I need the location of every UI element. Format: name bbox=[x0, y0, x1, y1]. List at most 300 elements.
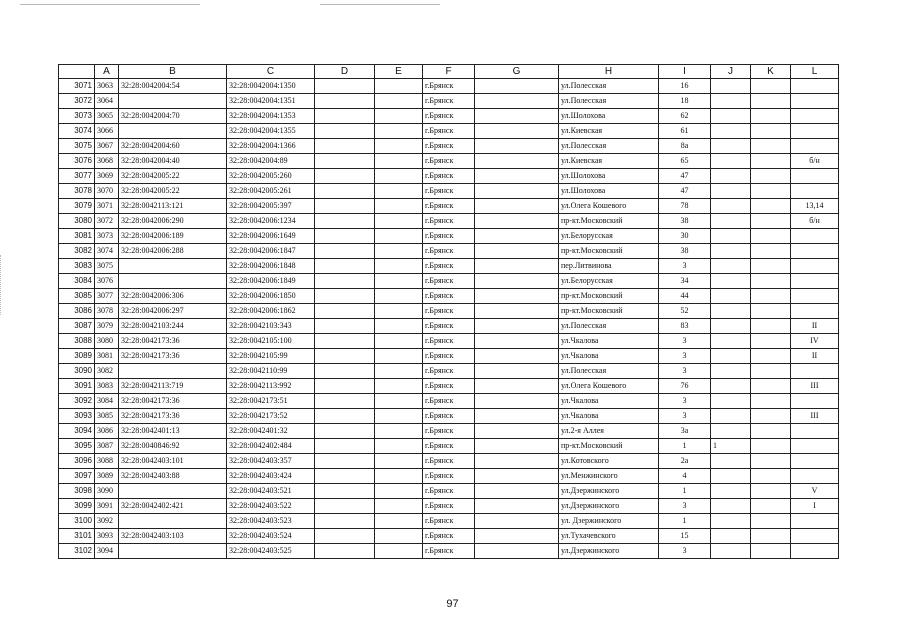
cell-g bbox=[475, 379, 559, 394]
column-header: B bbox=[119, 65, 227, 79]
cell-l bbox=[791, 229, 839, 244]
cell-c: 32:28:0042113:992 bbox=[227, 379, 315, 394]
cell-d bbox=[315, 124, 375, 139]
cell-k bbox=[751, 229, 791, 244]
cell-k bbox=[751, 469, 791, 484]
cell-b: 32:28:0042006:297 bbox=[119, 304, 227, 319]
cell-b: 32:28:0042401:13 bbox=[119, 424, 227, 439]
column-header: I bbox=[659, 65, 711, 79]
cell-g bbox=[475, 454, 559, 469]
cell-c: 32:28:0042403:357 bbox=[227, 454, 315, 469]
cell-c: 32:28:0042402:484 bbox=[227, 439, 315, 454]
cell-j bbox=[711, 454, 751, 469]
cell-d bbox=[315, 319, 375, 334]
cell-k bbox=[751, 289, 791, 304]
cell-c: 32:28:0042006:1847 bbox=[227, 244, 315, 259]
cell-a: 3079 bbox=[95, 319, 119, 334]
cell-f: г.Брянск bbox=[423, 109, 475, 124]
row-number: 3084 bbox=[59, 274, 95, 289]
cell-d bbox=[315, 244, 375, 259]
cell-k bbox=[751, 319, 791, 334]
cell-e bbox=[375, 379, 423, 394]
cell-f: г.Брянск bbox=[423, 124, 475, 139]
row-number: 3090 bbox=[59, 364, 95, 379]
cell-k bbox=[751, 544, 791, 559]
cell-f: г.Брянск bbox=[423, 229, 475, 244]
cell-c: 32:28:0042006:1849 bbox=[227, 274, 315, 289]
cell-j bbox=[711, 79, 751, 94]
table-row bbox=[59, 199, 839, 214]
cell-i: 16 bbox=[659, 79, 711, 94]
cell-e bbox=[375, 109, 423, 124]
cell-d bbox=[315, 379, 375, 394]
cell-f: г.Брянск bbox=[423, 439, 475, 454]
row-number: 3096 bbox=[59, 454, 95, 469]
page-number: 97 bbox=[446, 598, 459, 610]
cell-b: 32:28:0042113:121 bbox=[119, 199, 227, 214]
cell-a: 3082 bbox=[95, 364, 119, 379]
cell-l bbox=[791, 274, 839, 289]
cell-b: 32:28:0042005:22 bbox=[119, 169, 227, 184]
cell-a: 3073 bbox=[95, 229, 119, 244]
table-row bbox=[59, 469, 839, 484]
cell-k bbox=[751, 154, 791, 169]
cell-l: II bbox=[791, 349, 839, 364]
cell-k bbox=[751, 139, 791, 154]
cell-i: 38 bbox=[659, 244, 711, 259]
cell-e bbox=[375, 499, 423, 514]
cell-g bbox=[475, 409, 559, 424]
cell-j bbox=[711, 139, 751, 154]
cell-d bbox=[315, 469, 375, 484]
cell-g bbox=[475, 229, 559, 244]
row-number: 3095 bbox=[59, 439, 95, 454]
cell-g bbox=[475, 469, 559, 484]
column-header: E bbox=[375, 65, 423, 79]
cell-h: ул. Дзержинского bbox=[559, 514, 659, 529]
cell-h: ул.Шолохова bbox=[559, 109, 659, 124]
cell-c: 32:28:0042006:1234 bbox=[227, 214, 315, 229]
cell-l: б/н bbox=[791, 154, 839, 169]
cell-j bbox=[711, 214, 751, 229]
cell-h: ул.Олега Кошевого bbox=[559, 199, 659, 214]
cell-k bbox=[751, 184, 791, 199]
column-header: C bbox=[227, 65, 315, 79]
row-number: 3094 bbox=[59, 424, 95, 439]
cell-j bbox=[711, 529, 751, 544]
table-row bbox=[59, 349, 839, 364]
cell-a: 3086 bbox=[95, 424, 119, 439]
cell-g bbox=[475, 394, 559, 409]
cell-g bbox=[475, 424, 559, 439]
cell-a: 3094 bbox=[95, 544, 119, 559]
cell-h: пр-кт.Московский bbox=[559, 214, 659, 229]
cell-k bbox=[751, 394, 791, 409]
row-number: 3087 bbox=[59, 319, 95, 334]
cell-e bbox=[375, 169, 423, 184]
cell-a: 3071 bbox=[95, 199, 119, 214]
cell-f: г.Брянск bbox=[423, 319, 475, 334]
cell-b: 32:28:0042173:36 bbox=[119, 394, 227, 409]
corner-cell bbox=[59, 65, 95, 79]
cell-b: 32:28:0042173:36 bbox=[119, 334, 227, 349]
cell-l bbox=[791, 544, 839, 559]
cell-a: 3075 bbox=[95, 259, 119, 274]
cell-k bbox=[751, 454, 791, 469]
cell-b bbox=[119, 544, 227, 559]
table-row bbox=[59, 439, 839, 454]
cell-j bbox=[711, 124, 751, 139]
cell-c: 32:28:0042403:424 bbox=[227, 469, 315, 484]
cell-e bbox=[375, 124, 423, 139]
cell-i: 18 bbox=[659, 94, 711, 109]
cell-h: ул.Шолохова bbox=[559, 184, 659, 199]
cell-h: пр-кт.Московский bbox=[559, 304, 659, 319]
cell-a: 3067 bbox=[95, 139, 119, 154]
cell-f: г.Брянск bbox=[423, 214, 475, 229]
cell-a: 3084 bbox=[95, 394, 119, 409]
cell-e bbox=[375, 544, 423, 559]
cell-g bbox=[475, 199, 559, 214]
cell-f: г.Брянск bbox=[423, 244, 475, 259]
cell-i: 3 bbox=[659, 409, 711, 424]
cell-j bbox=[711, 424, 751, 439]
cell-b: 32:28:0042103:244 bbox=[119, 319, 227, 334]
cell-c: 32:28:0042004:1351 bbox=[227, 94, 315, 109]
cell-g bbox=[475, 184, 559, 199]
table-row bbox=[59, 184, 839, 199]
cell-l bbox=[791, 529, 839, 544]
cell-a: 3065 bbox=[95, 109, 119, 124]
cell-d bbox=[315, 409, 375, 424]
cell-i: 61 bbox=[659, 124, 711, 139]
cell-h: ул.Менжинского bbox=[559, 469, 659, 484]
cell-g bbox=[475, 244, 559, 259]
cell-f: г.Брянск bbox=[423, 394, 475, 409]
cell-d bbox=[315, 184, 375, 199]
cell-d bbox=[315, 229, 375, 244]
cell-f: г.Брянск bbox=[423, 544, 475, 559]
cell-j bbox=[711, 94, 751, 109]
cell-j bbox=[711, 289, 751, 304]
cell-f: г.Брянск bbox=[423, 364, 475, 379]
row-number: 3079 bbox=[59, 199, 95, 214]
table-row bbox=[59, 454, 839, 469]
cell-l: III bbox=[791, 409, 839, 424]
table-row bbox=[59, 244, 839, 259]
cell-a: 3092 bbox=[95, 514, 119, 529]
cell-d bbox=[315, 79, 375, 94]
cell-g bbox=[475, 139, 559, 154]
cell-f: г.Брянск bbox=[423, 529, 475, 544]
cell-e bbox=[375, 304, 423, 319]
cell-j bbox=[711, 109, 751, 124]
table-row bbox=[59, 364, 839, 379]
cell-k bbox=[751, 379, 791, 394]
cell-c: 32:28:0042006:1850 bbox=[227, 289, 315, 304]
cell-b: 32:28:0042403:103 bbox=[119, 529, 227, 544]
cell-e bbox=[375, 259, 423, 274]
row-number: 3093 bbox=[59, 409, 95, 424]
cell-g bbox=[475, 349, 559, 364]
cell-f: г.Брянск bbox=[423, 379, 475, 394]
table-row bbox=[59, 79, 839, 94]
cell-i: 2а bbox=[659, 454, 711, 469]
scan-line-top-right bbox=[320, 4, 440, 5]
cell-h: ул.Полесская bbox=[559, 139, 659, 154]
cell-b bbox=[119, 94, 227, 109]
cell-a: 3087 bbox=[95, 439, 119, 454]
cell-c: 32:28:0042401:32 bbox=[227, 424, 315, 439]
table-row bbox=[59, 94, 839, 109]
cell-i: 4 bbox=[659, 469, 711, 484]
cell-e bbox=[375, 394, 423, 409]
table-row bbox=[59, 259, 839, 274]
cell-l bbox=[791, 109, 839, 124]
cell-d bbox=[315, 529, 375, 544]
cell-j bbox=[711, 499, 751, 514]
cell-h: ул.Полесская bbox=[559, 79, 659, 94]
cell-l bbox=[791, 259, 839, 274]
cell-j bbox=[711, 394, 751, 409]
cell-g bbox=[475, 484, 559, 499]
cell-c: 32:28:0042004:1355 bbox=[227, 124, 315, 139]
cell-g bbox=[475, 319, 559, 334]
cell-b bbox=[119, 514, 227, 529]
cell-i: 38 bbox=[659, 214, 711, 229]
cell-l bbox=[791, 124, 839, 139]
cell-i: 30 bbox=[659, 229, 711, 244]
cell-k bbox=[751, 199, 791, 214]
cell-f: г.Брянск bbox=[423, 94, 475, 109]
cell-g bbox=[475, 259, 559, 274]
cell-f: г.Брянск bbox=[423, 184, 475, 199]
cell-j bbox=[711, 154, 751, 169]
cell-d bbox=[315, 484, 375, 499]
cell-i: 83 bbox=[659, 319, 711, 334]
cell-b: 32:28:0042403:88 bbox=[119, 469, 227, 484]
cell-l bbox=[791, 289, 839, 304]
cell-a: 3064 bbox=[95, 94, 119, 109]
column-header: A bbox=[95, 65, 119, 79]
cell-b: 32:28:0042004:70 bbox=[119, 109, 227, 124]
cell-j bbox=[711, 244, 751, 259]
cell-h: ул.Дзержинского bbox=[559, 499, 659, 514]
table-row bbox=[59, 169, 839, 184]
cell-h: пр-кт.Московский bbox=[559, 289, 659, 304]
cell-b: 32:28:0042006:306 bbox=[119, 289, 227, 304]
cell-g bbox=[475, 214, 559, 229]
cell-h: ул.Полесская bbox=[559, 94, 659, 109]
row-number: 3085 bbox=[59, 289, 95, 304]
cell-d bbox=[315, 259, 375, 274]
cell-a: 3066 bbox=[95, 124, 119, 139]
cell-l bbox=[791, 439, 839, 454]
cell-g bbox=[475, 544, 559, 559]
cell-i: 1 bbox=[659, 514, 711, 529]
cell-b bbox=[119, 124, 227, 139]
table-row bbox=[59, 319, 839, 334]
cell-e bbox=[375, 349, 423, 364]
cell-i: 3 bbox=[659, 259, 711, 274]
cell-e bbox=[375, 469, 423, 484]
cell-d bbox=[315, 499, 375, 514]
table-row bbox=[59, 409, 839, 424]
cell-c: 32:28:0042403:522 bbox=[227, 499, 315, 514]
cell-l bbox=[791, 394, 839, 409]
cell-c: 32:28:0042005:261 bbox=[227, 184, 315, 199]
cell-l: 13,14 bbox=[791, 199, 839, 214]
table-row bbox=[59, 484, 839, 499]
cell-c: 32:28:0042110:99 bbox=[227, 364, 315, 379]
cell-a: 3072 bbox=[95, 214, 119, 229]
cell-i: 62 bbox=[659, 109, 711, 124]
cell-l bbox=[791, 454, 839, 469]
cell-d bbox=[315, 394, 375, 409]
cell-k bbox=[751, 484, 791, 499]
row-number: 3101 bbox=[59, 529, 95, 544]
column-header: J bbox=[711, 65, 751, 79]
cell-j bbox=[711, 229, 751, 244]
cell-b: 32:28:0042006:288 bbox=[119, 244, 227, 259]
cell-i: 76 bbox=[659, 379, 711, 394]
cell-i: 3 bbox=[659, 544, 711, 559]
cell-h: ул.Тухачевского bbox=[559, 529, 659, 544]
cell-h: ул.Чкалова bbox=[559, 394, 659, 409]
cell-c: 32:28:0042004:1366 bbox=[227, 139, 315, 154]
table-row bbox=[59, 514, 839, 529]
cell-a: 3080 bbox=[95, 334, 119, 349]
table-row bbox=[59, 529, 839, 544]
cell-a: 3076 bbox=[95, 274, 119, 289]
cell-f: г.Брянск bbox=[423, 259, 475, 274]
table-row bbox=[59, 394, 839, 409]
row-number: 3071 bbox=[59, 79, 95, 94]
table-row bbox=[59, 229, 839, 244]
row-number: 3098 bbox=[59, 484, 95, 499]
cell-k bbox=[751, 334, 791, 349]
cell-a: 3068 bbox=[95, 154, 119, 169]
cell-c: 32:28:0042004:1350 bbox=[227, 79, 315, 94]
cell-a: 3088 bbox=[95, 454, 119, 469]
table-row bbox=[59, 214, 839, 229]
row-number: 3089 bbox=[59, 349, 95, 364]
cell-i: 44 bbox=[659, 289, 711, 304]
cell-c: 32:28:0042403:525 bbox=[227, 544, 315, 559]
table-row bbox=[59, 544, 839, 559]
cell-c: 32:28:0042005:397 bbox=[227, 199, 315, 214]
cell-i: 3 bbox=[659, 364, 711, 379]
table-row bbox=[59, 154, 839, 169]
table-row bbox=[59, 289, 839, 304]
cell-h: ул.Полесская bbox=[559, 319, 659, 334]
cell-f: г.Брянск bbox=[423, 304, 475, 319]
cell-i: 3 bbox=[659, 349, 711, 364]
cell-j bbox=[711, 484, 751, 499]
cell-b: 32:28:0042005:22 bbox=[119, 184, 227, 199]
cell-j bbox=[711, 319, 751, 334]
cell-e bbox=[375, 79, 423, 94]
cell-h: ул.Дзержинского bbox=[559, 484, 659, 499]
row-number: 3073 bbox=[59, 109, 95, 124]
cell-b: 32:28:0042173:36 bbox=[119, 349, 227, 364]
cell-i: 1 bbox=[659, 484, 711, 499]
table-row bbox=[59, 334, 839, 349]
cell-e bbox=[375, 334, 423, 349]
cell-f: г.Брянск bbox=[423, 409, 475, 424]
cell-f: г.Брянск bbox=[423, 139, 475, 154]
cell-b: 32:28:0042006:290 bbox=[119, 214, 227, 229]
cell-g bbox=[475, 334, 559, 349]
cell-d bbox=[315, 289, 375, 304]
cell-d bbox=[315, 454, 375, 469]
cell-l bbox=[791, 514, 839, 529]
cell-b bbox=[119, 484, 227, 499]
cell-i: 1 bbox=[659, 439, 711, 454]
cell-h: ул.Чкалова bbox=[559, 349, 659, 364]
cell-a: 3081 bbox=[95, 349, 119, 364]
cell-b: 32:28:0042113:719 bbox=[119, 379, 227, 394]
cell-f: г.Брянск bbox=[423, 499, 475, 514]
row-number: 3072 bbox=[59, 94, 95, 109]
cell-j bbox=[711, 304, 751, 319]
cell-a: 3063 bbox=[95, 79, 119, 94]
cell-c: 32:28:0042103:343 bbox=[227, 319, 315, 334]
cell-e bbox=[375, 229, 423, 244]
table-row bbox=[59, 424, 839, 439]
cell-g bbox=[475, 304, 559, 319]
row-number: 3078 bbox=[59, 184, 95, 199]
cell-a: 3083 bbox=[95, 379, 119, 394]
cell-b: 32:28:0042006:189 bbox=[119, 229, 227, 244]
cell-b: 32:28:0042403:101 bbox=[119, 454, 227, 469]
cell-c: 32:28:0042004:1353 bbox=[227, 109, 315, 124]
scan-line-top-left bbox=[20, 4, 200, 5]
cell-e bbox=[375, 94, 423, 109]
cell-e bbox=[375, 274, 423, 289]
cell-f: г.Брянск bbox=[423, 469, 475, 484]
cell-f: г.Брянск bbox=[423, 334, 475, 349]
row-number: 3102 bbox=[59, 544, 95, 559]
cell-k bbox=[751, 409, 791, 424]
column-header: K bbox=[751, 65, 791, 79]
cell-f: г.Брянск bbox=[423, 349, 475, 364]
cell-i: 47 bbox=[659, 184, 711, 199]
cell-j bbox=[711, 469, 751, 484]
cell-h: ул.Белорусская bbox=[559, 229, 659, 244]
cell-k bbox=[751, 214, 791, 229]
cell-h: ул.Олега Кошевого bbox=[559, 379, 659, 394]
column-header: L bbox=[791, 65, 839, 79]
cell-f: г.Брянск bbox=[423, 199, 475, 214]
cell-j bbox=[711, 184, 751, 199]
row-number: 3076 bbox=[59, 154, 95, 169]
cell-c: 32:28:0042105:99 bbox=[227, 349, 315, 364]
cell-i: 34 bbox=[659, 274, 711, 289]
cell-a: 3093 bbox=[95, 529, 119, 544]
cell-g bbox=[475, 289, 559, 304]
cell-l bbox=[791, 184, 839, 199]
cell-e bbox=[375, 514, 423, 529]
cell-l bbox=[791, 364, 839, 379]
cell-j: 1 bbox=[711, 439, 751, 454]
cell-b: 32:28:0042004:40 bbox=[119, 154, 227, 169]
cell-f: г.Брянск bbox=[423, 154, 475, 169]
column-header: G bbox=[475, 65, 559, 79]
cell-h: ул.Полесская bbox=[559, 364, 659, 379]
cell-c: 32:28:0042006:1848 bbox=[227, 259, 315, 274]
cell-h: пер.Литвинова bbox=[559, 259, 659, 274]
